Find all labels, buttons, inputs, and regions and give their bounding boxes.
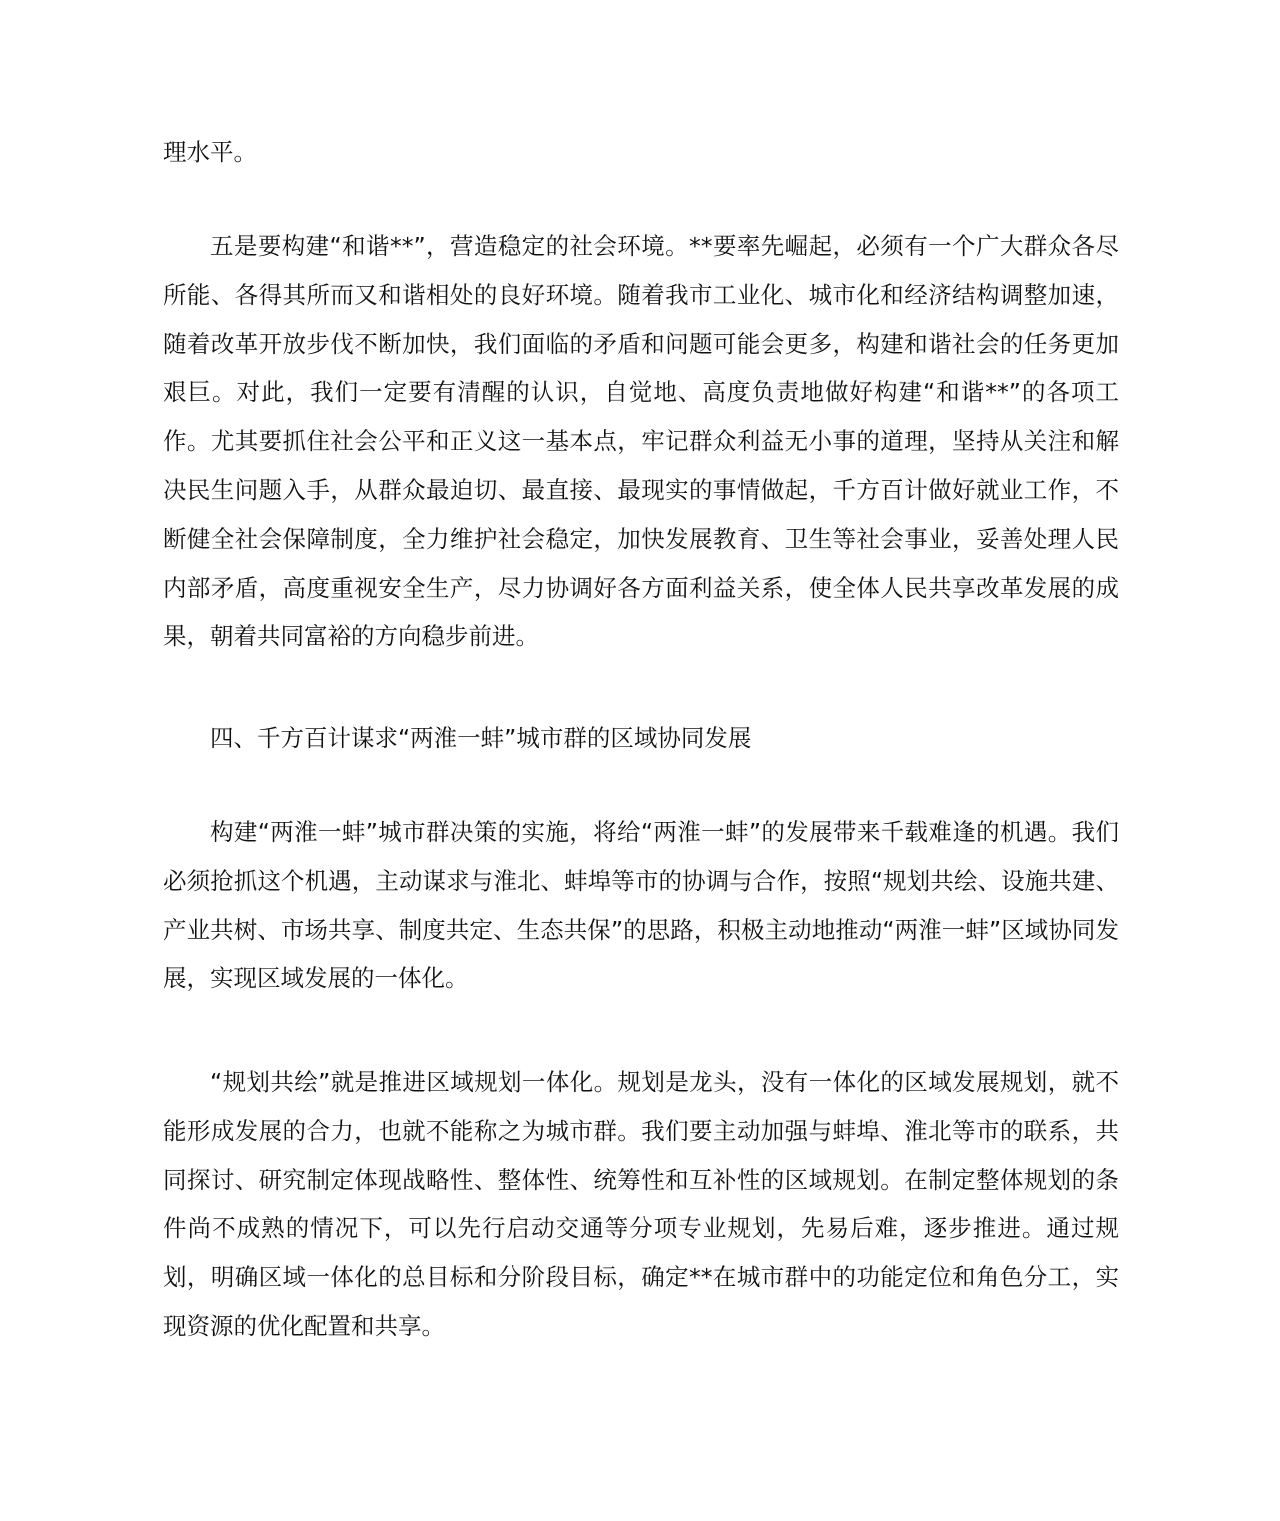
section-heading-four: 四、千方百计谋求“两淮一蚌”城市群的区域协同发展 bbox=[210, 724, 752, 752]
paragraph-planning: “规划共绘”就是推进区域规划一体化。规划是龙头，没有一体化的区域发展规划，就不能形成发展的合力，也就不能称之为城市群。我们要主动加强与蚌埠、淮北等市的联系，共同探讨、研究制定体现战略性、整体性、统筹性和互补性的区域规划。在制定整体规划的条件尚不成熟的情况下，可以先行启动交通等分项专业规划，先易后难，逐步推进。通过规划，明确区域一体化的总目标和分阶段目标，确定**在城市群中的功能定位和角色分工，实现资源的优化配置和共享。 bbox=[163, 1068, 1119, 1340]
paragraph-city-cluster: 构建“两淮一蚌”城市群决策的实施，将给“两淮一蚌”的发展带来千载难逢的机遇。我们必须抢抓这个机遇，主动谋求与淮北、蚌埠等市的协调与合作，按照“规划共绘、设施共建、产业共树、市场共享、制度共定、生态共保”的思路，积极主动地推动“两淮一蚌”区域协同发展，实现区域发展的一体化。 bbox=[163, 818, 1119, 993]
paragraph-continuation: 理水平。 bbox=[163, 138, 257, 166]
paragraph-harmonious-society: 五是要构建“和谐**”，营造稳定的社会环境。**要率先崛起，必须有一个广大群众各尽所能、各得其所而又和谐相处的良好环境。随着我市工业化、城市化和经济结构调整加速，随着改革开放步伐不断加快，我们面临的矛盾和问题可能会更多，构建和谐社会的任务更加艰巨。对此，我们一定要有清醒的认识，自觉地、高度负责地做好构建“和谐**”的各项工作。尤其要抓住社会公平和正义这一基本点，牢记群众利益无小事的道理，坚持从关注和解决民生问题入手，从群众最迫切、最直接、最现实的事情做起，千方百计做好就业工作，不断健全社会保障制度，全力维护社会稳定，加快发展教育、卫生等社会事业，妥善处理人民内部矛盾，高度重视安全生产，尽力协调好各方面利益关系，使全体人民共享改革发展的成果，朝着共同富裕的方向稳步前进。 bbox=[163, 232, 1119, 651]
